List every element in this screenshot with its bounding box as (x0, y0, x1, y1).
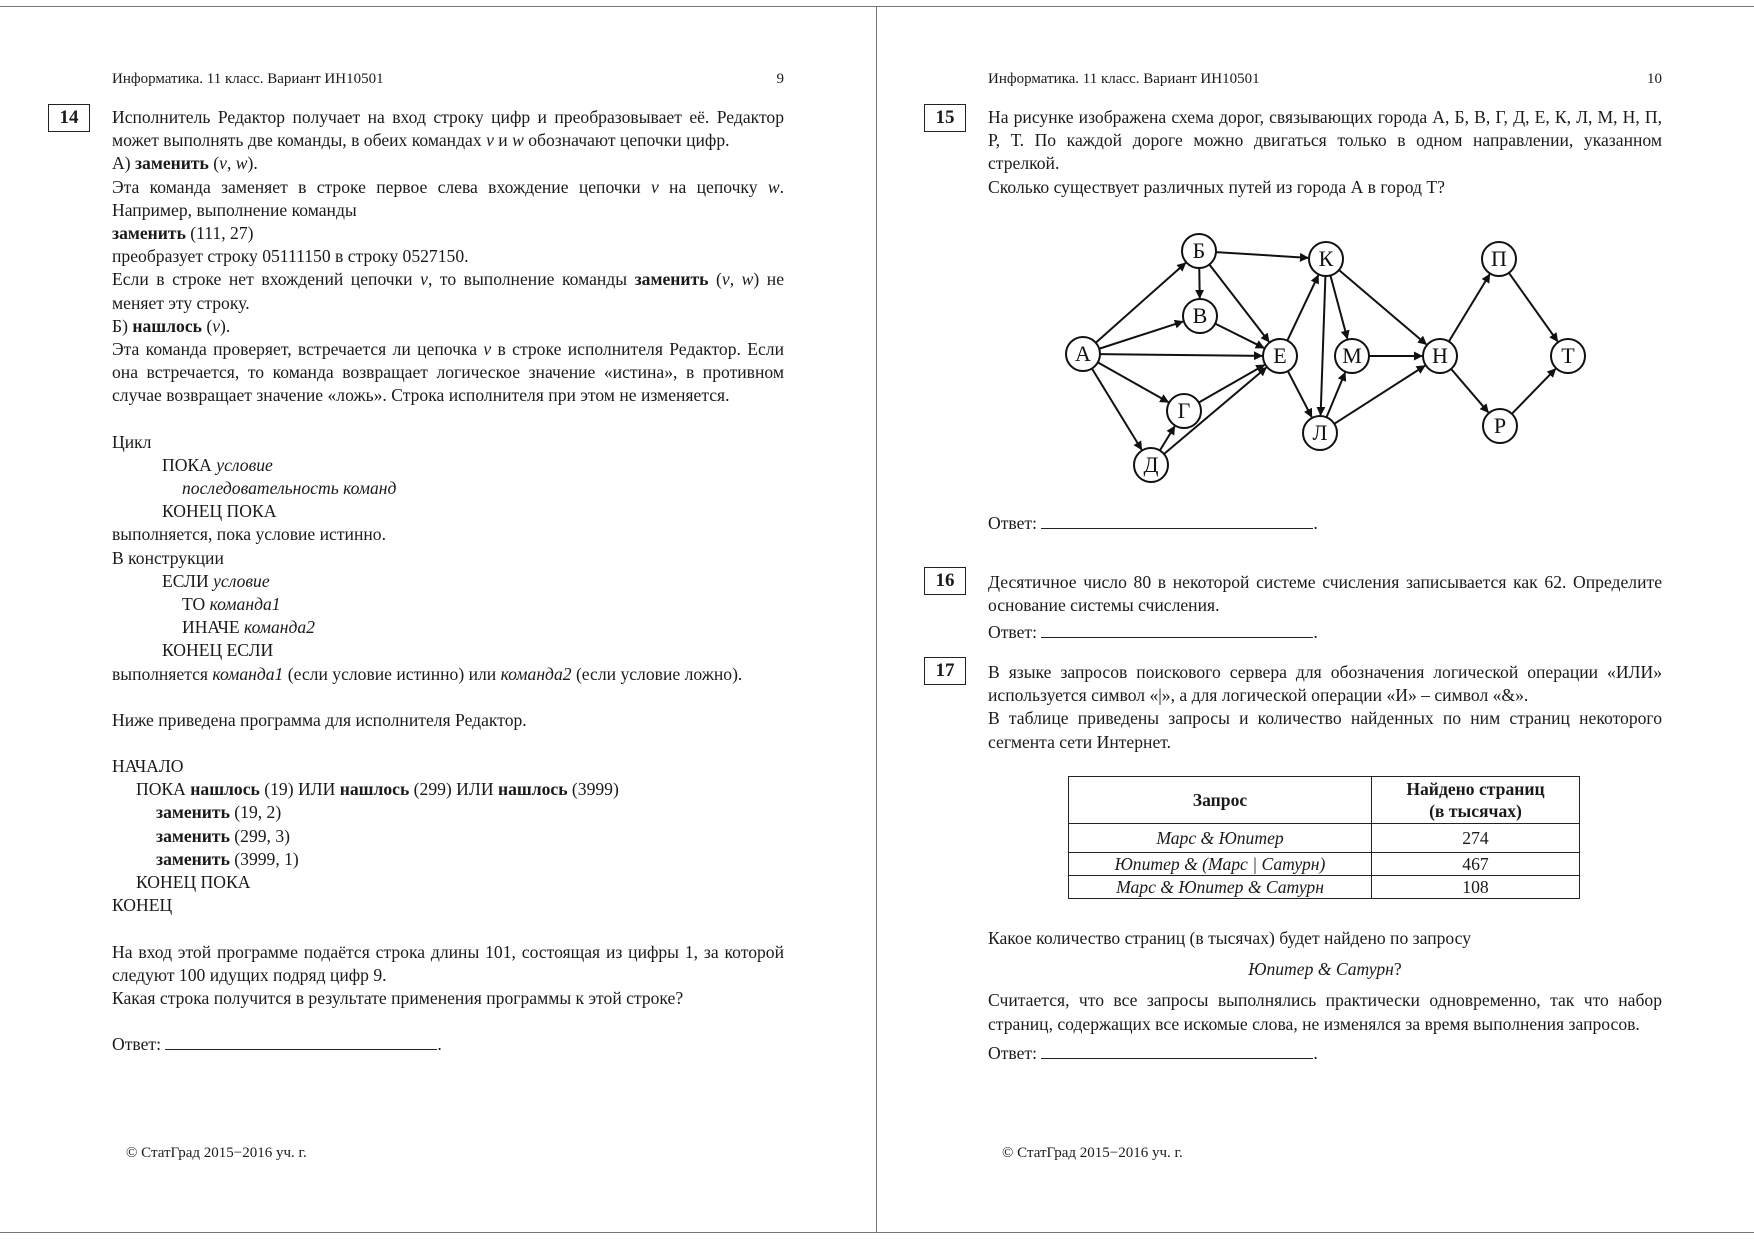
road-arrow-П-Т (1509, 273, 1558, 341)
road-arrow-Е-Л (1288, 371, 1312, 417)
page-header (112, 71, 784, 88)
road-graph (988, 225, 1662, 505)
road-arrow-Р-Т (1512, 369, 1556, 414)
task17-table-intro: В таблице приведены запросы и количество найденных по ним страниц некоторого сегмента сети Интернет. (988, 708, 1662, 752)
road-arrow-Б-К (1216, 252, 1308, 258)
if-note: выполняется команда1 (если условие истинно) или команда2 (если условие ложно). (112, 663, 743, 684)
table-row (1069, 853, 1580, 876)
program-end: КОНЕЦ (112, 895, 173, 916)
example-command: заменить (111, 27) (112, 223, 254, 244)
end-while: КОНЕЦ ПОКА (162, 501, 277, 522)
task17-query: Юпитер & Сатурн? (1248, 959, 1402, 980)
task15-body (988, 106, 1662, 199)
city-label: Е (1273, 343, 1287, 368)
program-begin: НАЧАЛО (112, 756, 184, 777)
city-label: Б (1192, 238, 1206, 263)
city-label: Н (1432, 343, 1448, 368)
page-footer: © СтатГрад 2015−2016 уч. г. (126, 1145, 307, 1161)
task14-question2: Какая строка получится в результате применения программы к этой строке? (112, 987, 684, 1008)
table-row (1069, 824, 1580, 853)
header-title: Информатика. 11 класс. Вариант ИН10501 (112, 71, 384, 87)
city-label: К (1318, 246, 1334, 271)
task17-body (988, 661, 1662, 754)
task-number-box: 17 (924, 657, 966, 685)
task17-question-block (988, 927, 1662, 1065)
while-note: выполняется, пока условие истинно. (112, 524, 386, 545)
else-line: ИНАЧЕ команда2 (182, 617, 315, 638)
query-cell: Марс & Юпитер & Сатурн (1069, 876, 1372, 899)
task14-body (112, 106, 784, 1056)
col-header: Запрос (1069, 777, 1372, 824)
task17-question: Какое количество страниц (в тысячах) будет найдено по запросу (988, 928, 1472, 948)
road-arrow-А-Е (1100, 354, 1262, 356)
query-cell: Юпитер & (Марс | Сатурн) (1069, 853, 1372, 876)
road-arrow-Н-Р (1451, 369, 1488, 412)
answer-field[interactable] (165, 1033, 437, 1050)
city-node (1183, 299, 1217, 333)
example-result: преобразует строку 05111150 в строку 0527150. (112, 246, 469, 267)
task-number-box: 15 (924, 104, 966, 132)
task17-note: Считается, что все запросы выполнялись практически одновременно, так что набор страниц, содержащих все искомые слова, не изменялся за время выполнения запросов. (988, 990, 1662, 1034)
count-cell: 108 (1372, 876, 1580, 899)
road-arrow-Л-М (1327, 373, 1346, 418)
construct-heading: В конструкции (112, 547, 224, 568)
city-node (1483, 409, 1517, 443)
command-a-desc: Эта команда заменяет в строке первое слева вхождение цепочки v на цепочку w. Например, выполнение команды (112, 176, 784, 220)
program-intro: Ниже приведена программа для исполнителя Редактор. (112, 709, 527, 730)
command-b: Б) нашлось (v). (112, 315, 231, 336)
task15-text: На рисунке изображена схема дорог, связывающих города А, Б, В, Г, Д, Е, К, Л, М, Н, П, Р, Т. По каждой дороге можно двигаться только в одном направлении, указанном стрелкой. (988, 107, 1662, 174)
road-arrow-К-М (1330, 275, 1347, 338)
count-cell: 274 (1372, 824, 1580, 853)
city-label: В (1192, 303, 1208, 328)
then-line: ТО команда1 (182, 594, 281, 615)
task15-question: Сколько существует различных путей из города А в город Т? (988, 176, 1445, 197)
program-cmd: заменить (19, 2) (156, 802, 282, 823)
if-line: ЕСЛИ условие (162, 570, 270, 591)
road-arrow-Н-П (1449, 274, 1490, 341)
task16-body (988, 571, 1662, 645)
page-header (988, 71, 1662, 88)
page-number: 10 (1647, 71, 1662, 87)
city-label: Л (1312, 420, 1328, 445)
end-if: КОНЕЦ ЕСЛИ (162, 640, 274, 661)
exam-spread (0, 6, 1754, 1233)
query-cell: Марс & Юпитер (1069, 824, 1372, 853)
task16-text: Десятичное число 80 в некоторой системе счисления записывается как 62. Определите основание системы счисления. (988, 572, 1662, 616)
city-node (1423, 339, 1457, 373)
city-label: Г (1177, 398, 1191, 423)
table-header-row (1069, 777, 1580, 824)
while-line: ПОКА условие (162, 454, 273, 475)
city-node (1134, 448, 1168, 482)
answer-field[interactable] (1041, 621, 1313, 638)
page-divider (876, 7, 877, 1232)
city-node (1066, 337, 1100, 371)
no-match-rule: Если в строке нет вхождений цепочки v, то выполнение команды заменить (v, w) не меняет эту строку. (112, 269, 785, 313)
answer-line: Ответ: . (112, 1034, 442, 1055)
answer-line: Ответ: . (988, 513, 1318, 533)
count-cell: 467 (1372, 853, 1580, 876)
task14-intro: Исполнитель Редактор получает на вход строку цифр и преобразовывает её. Редактор может выполнять две команды, в обеих командах v и w обозначают цепочки цифр. (112, 107, 784, 151)
city-label: Д (1143, 452, 1159, 477)
city-label: Р (1493, 413, 1507, 438)
road-arrow-Б-Е (1209, 264, 1269, 341)
task-number-box: 16 (924, 567, 966, 595)
page-number: 9 (776, 71, 784, 87)
program-while: ПОКА нашлось (19) ИЛИ нашлось (299) ИЛИ нашлось (3999) (136, 779, 619, 800)
city-label: П (1491, 246, 1507, 271)
city-label: Т (1561, 343, 1575, 368)
city-node (1303, 416, 1337, 450)
header-title: Информатика. 11 класс. Вариант ИН10501 (988, 71, 1260, 87)
road-arrow-Е-К (1287, 275, 1318, 340)
page-footer: © СтатГрад 2015−2016 уч. г. (1002, 1145, 1183, 1161)
query-table (1068, 776, 1580, 899)
task17-text: В языке запросов поискового сервера для обозначения логической операции «ИЛИ» используется символ «|», а для логической операции «И» – символ «&». (988, 662, 1662, 706)
road-arrow-А-Д (1092, 368, 1142, 449)
while-body: последовательность команд (182, 478, 397, 499)
program-cmd: заменить (3999, 1) (156, 848, 299, 869)
table-row (1069, 876, 1580, 899)
city-label: А (1075, 341, 1091, 366)
city-node (1482, 242, 1516, 276)
cycle-heading: Цикл (112, 431, 152, 452)
city-label: М (1342, 343, 1362, 368)
command-a: А) заменить (v, w). (112, 153, 258, 174)
answer-field[interactable] (1041, 512, 1313, 529)
city-node (1551, 339, 1585, 373)
city-node (1263, 339, 1297, 373)
road-arrow-А-Б (1096, 263, 1186, 343)
task-number-box: 14 (48, 104, 90, 132)
task14-question: На вход этой программе подаётся строка длины 101, состоящая из цифры 1, за которой следуют 100 идущих подряд цифр 9. (112, 941, 784, 985)
city-node (1335, 339, 1369, 373)
answer-line: Ответ: . (988, 1042, 1318, 1063)
road-arrow-Л-Н (1334, 366, 1425, 424)
program-cmd: заменить (299, 3) (156, 825, 290, 846)
city-node (1182, 234, 1216, 268)
road-arrow-К-Л (1321, 276, 1326, 415)
right-page (935, 7, 1662, 1234)
left-page (59, 7, 785, 1234)
col-header: Найдено страниц (в тысячах) (1372, 777, 1580, 824)
city-node (1309, 242, 1343, 276)
city-node (1167, 394, 1201, 428)
program-end-while: КОНЕЦ ПОКА (136, 872, 251, 893)
command-b-desc: Эта команда проверяет, встречается ли цепочка v в строке исполнителя Редактор. Если она встречается, то команда возвращает логическое значение «истина», в противном случае возвращает значение «ложь». Строка исполнителя при этом не изменяется. (112, 339, 784, 406)
road-arrow-К-Н (1339, 270, 1426, 344)
answer-line: Ответ: . (988, 622, 1318, 643)
road-arrow-А-В (1099, 322, 1183, 349)
task15-answer (988, 512, 1662, 535)
answer-field[interactable] (1041, 1042, 1313, 1059)
